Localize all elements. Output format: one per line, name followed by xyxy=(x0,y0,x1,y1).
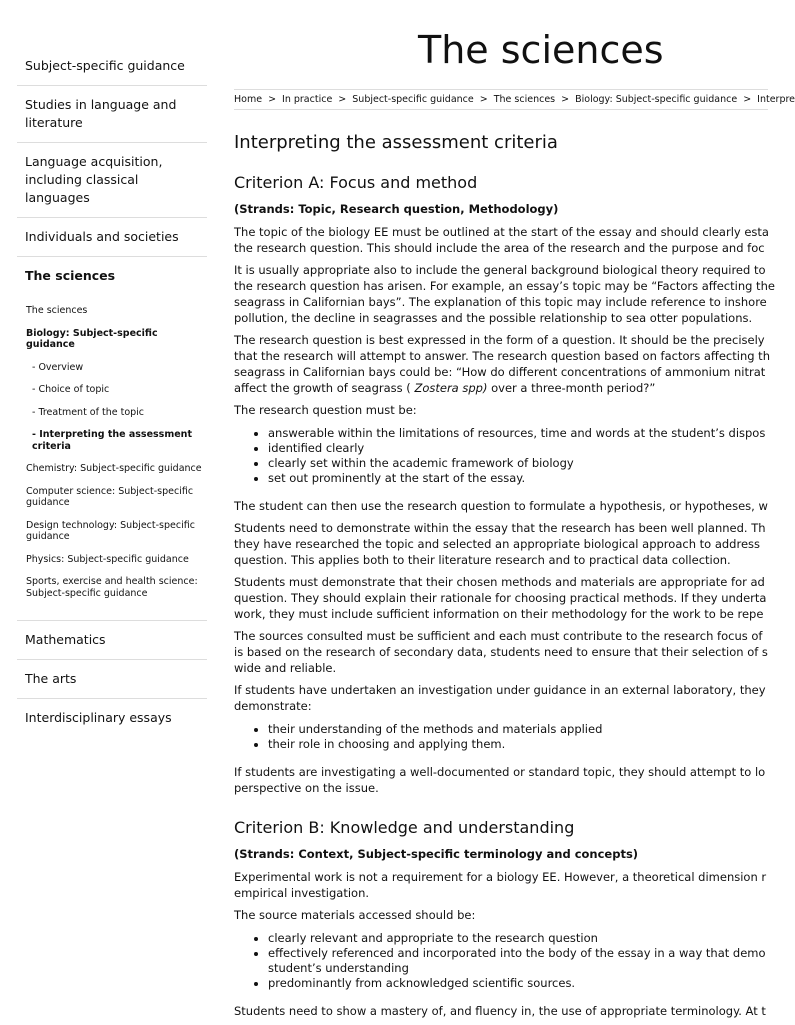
species-name: Zostera spp) xyxy=(414,381,488,395)
list-item: • identified clearly xyxy=(268,441,768,456)
paragraph xyxy=(234,262,775,326)
text-line: question. This applies both to their literature research and to practical data collection. xyxy=(234,553,731,567)
sidebar-top-item xyxy=(17,699,207,737)
list-item: • answerable within the limitations of resources, time and words at the student’s dispos xyxy=(268,426,768,441)
paragraph xyxy=(234,1003,768,1019)
paragraph xyxy=(234,628,768,676)
subnav-item-chemistry[interactable]: Chemistry: Subject-specific guidance xyxy=(26,463,202,474)
text-line: work, they must include sufficient information on their methodology for the work to be repe xyxy=(234,607,764,621)
subnav-item-choice-of-topic[interactable]: - Choice of topic xyxy=(32,384,110,395)
text-line: is based on the research of secondary data, students need to ensure that their selection of s xyxy=(234,645,768,659)
paragraph xyxy=(234,682,768,714)
sidebar-item-language-acquisition[interactable]: Language acquisition, including classical languages xyxy=(25,154,163,205)
bullet-list xyxy=(234,931,768,991)
paragraph: The research question is best expressed in the form of a question. It should be the precisely that the research will attempt to answer. The research question based on factors affecting th seagrass in Californian bays could be: “How do different concentrations of ammonium nitrat affect the growth of seagrass ( Zostera spp) over a three-month period?” xyxy=(234,333,770,395)
text-line: The sources consulted must be sufficient and each must contribute to the research focus of xyxy=(234,629,763,643)
sidebar-item-the-sciences[interactable]: The sciences xyxy=(25,268,116,283)
list-item: • their understanding of the methods and materials applied xyxy=(268,722,768,737)
breadcrumb-link[interactable]: Biology: Subject-specific guidance xyxy=(575,94,738,105)
subnav-item-physics[interactable]: Physics: Subject-specific guidance xyxy=(26,553,189,565)
sidebar-top-item xyxy=(17,621,207,660)
sidebar-item-studies-language-literature[interactable]: Studies in language and literature xyxy=(25,97,177,130)
breadcrumb-separator: > xyxy=(338,94,347,105)
sidebar-item-the-arts[interactable]: The arts xyxy=(25,671,77,686)
breadcrumb-link[interactable]: Interpre xyxy=(757,94,795,105)
paragraph xyxy=(234,907,768,923)
sidebar-nav xyxy=(17,47,207,737)
paragraph xyxy=(234,520,768,568)
breadcrumb-separator: > xyxy=(561,94,570,105)
list-item: • clearly set within the academic framework of biology xyxy=(268,456,768,471)
criterion-a-strands: (Strands: Topic, Research question, Methodology) xyxy=(234,202,559,216)
main-content xyxy=(234,126,775,1025)
sidebar-top-item xyxy=(17,86,207,143)
breadcrumb xyxy=(234,89,795,110)
list-item: • predominantly from acknowledged scientific sources. xyxy=(268,976,768,991)
subnav-item-design-technology[interactable]: Design technology: Subject-specific guidance xyxy=(26,519,195,542)
list-item: • effectively referenced and incorporated into the body of the essay in a way that demo xyxy=(268,946,768,961)
sidebar-item-individuals-societies[interactable]: Individuals and societies xyxy=(25,229,179,244)
subnav-item-interpreting-criteria[interactable]: - Interpreting the assessment criteria xyxy=(32,429,192,452)
paragraph xyxy=(234,224,768,256)
text-line: It is usually appropriate also to include the general background biological theory required to xyxy=(234,263,766,277)
breadcrumb-separator: > xyxy=(743,94,752,105)
text-line: pollution, the decline in seagrasses and the possible relationship to sea otter populations. xyxy=(234,311,753,325)
subnav-item-sports-exercise[interactable]: Sports, exercise and health science: Subject-specific guidance xyxy=(26,576,198,599)
text-line: Experimental work is not a requirement for a biology EE. However, a theoretical dimension r xyxy=(234,870,767,884)
text-line: the research question has arisen. For example, an essay’s topic may be “Factors affecting the xyxy=(234,279,775,293)
text-line: wide and reliable. xyxy=(234,661,337,675)
subnav-item-treatment-of-topic[interactable]: - Treatment of the topic xyxy=(32,406,145,418)
breadcrumb-link[interactable]: The sciences xyxy=(493,94,556,105)
list-item: • clearly relevant and appropriate to the research question xyxy=(268,931,768,946)
breadcrumb-link[interactable]: Home xyxy=(234,94,263,105)
sidebar-top-item xyxy=(17,660,207,699)
paragraph: The research question must be: xyxy=(234,403,417,417)
subnav-item-computer-science[interactable]: Computer science: Subject-specific guidance xyxy=(26,485,194,508)
criterion-b-strands: (Strands: Context, Subject-specific terminology and concepts) xyxy=(234,847,639,861)
subnav-item-the-sciences[interactable]: The sciences xyxy=(26,305,88,316)
breadcrumb-separator: > xyxy=(268,94,277,105)
text-line: Students need to demonstrate within the essay that the research has been well planned. Th xyxy=(234,521,766,535)
list-item: • their role in choosing and applying them. xyxy=(268,737,768,752)
subnav-item-biology[interactable]: Biology: Subject-specific guidance xyxy=(26,327,158,350)
breadcrumb-link[interactable]: In practice xyxy=(282,94,333,105)
text-line: they have researched the topic and selected an appropriate biological approach to address xyxy=(234,537,761,551)
text-line: The research question is best expressed in the form of a question. It should be the precisely xyxy=(234,333,765,347)
bullet-list xyxy=(234,722,768,752)
criterion-a-title: Criterion A: Focus and method xyxy=(234,173,478,192)
criterion-b-title: Criterion B: Knowledge and understanding xyxy=(234,818,575,837)
sidebar-subnav xyxy=(17,295,207,621)
paragraph xyxy=(234,764,768,796)
text-line: seagrass in Californian bays”. The explanation of this topic may include reference to inshore xyxy=(234,295,767,309)
text-line: Students need to show a mastery of, and fluency in, the use of appropriate terminology. At t xyxy=(234,1004,766,1018)
text-line: perspective on the issue. xyxy=(234,781,379,795)
sidebar-top-item xyxy=(17,218,207,257)
paragraph xyxy=(234,498,768,514)
text-line: the research question. This should include the area of the research and the purpose and foc xyxy=(234,241,765,255)
breadcrumb-separator: > xyxy=(479,94,488,105)
sidebar-top-item xyxy=(17,257,207,295)
text-line: The topic of the biology EE must be outlined at the start of the essay and should clearly esta xyxy=(234,225,769,239)
paragraph xyxy=(234,574,768,622)
text-line: seagrass in Californian bays could be: “How do different concentrations of ammonium nitrat xyxy=(234,365,766,379)
sidebar-item-mathematics[interactable]: Mathematics xyxy=(25,632,106,647)
sidebar-item-interdisciplinary-essays[interactable]: Interdisciplinary essays xyxy=(25,710,172,725)
text-line: Students must demonstrate that their chosen methods and materials are appropriate for ad xyxy=(234,575,765,589)
sidebar-top-item xyxy=(17,47,207,86)
subnav-item-overview[interactable]: - Overview xyxy=(32,361,84,373)
text-line: The source materials accessed should be: xyxy=(234,908,476,922)
breadcrumb-link[interactable]: Subject-specific guidance xyxy=(352,94,474,105)
sidebar-top-item xyxy=(17,143,207,218)
text-line: demonstrate: xyxy=(234,699,312,713)
text-line: that the research will attempt to answer. The research question based on factors affecting th xyxy=(234,349,770,363)
list-item: • set out prominently at the start of the essay. xyxy=(268,471,768,486)
paragraph xyxy=(234,869,768,901)
text-line: empirical investigation. xyxy=(234,886,370,900)
text-line: The student can then use the research question to formulate a hypothesis, or hypotheses, w xyxy=(234,499,768,513)
section-heading: Interpreting the assessment criteria xyxy=(234,132,558,153)
text-line: If students have undertaken an investigation under guidance in an external laboratory, they xyxy=(234,683,766,697)
page-title: The sciences xyxy=(418,28,664,72)
text-line: question. They should explain their rationale for choosing practical methods. If they underta xyxy=(234,591,767,605)
text-line: If students are investigating a well-documented or standard topic, they should attempt to lo xyxy=(234,765,766,779)
list-item: student’s understanding xyxy=(268,961,409,975)
bullet-list xyxy=(234,426,768,486)
sidebar-item-subject-specific-guidance[interactable]: Subject-specific guidance xyxy=(25,58,185,73)
